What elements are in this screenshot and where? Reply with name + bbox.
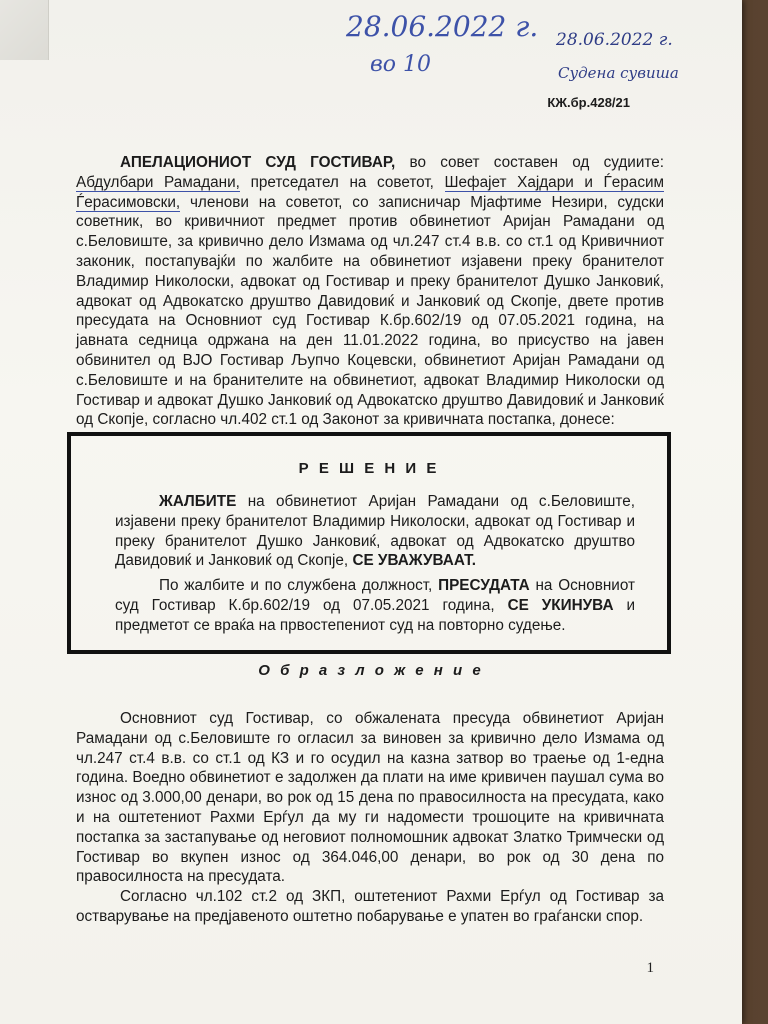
explanation-title: О б р а з л о ж е н и е [258, 662, 484, 679]
handwritten-date-right: 28.06.2022 г. [556, 30, 673, 50]
handwritten-time: во 10 [370, 52, 432, 77]
intro-text-1: во совет составен од судиите: [409, 154, 664, 171]
handwritten-date-top: 28.06.2022 г. [346, 10, 539, 43]
explanation-paragraph-2 [76, 887, 664, 927]
decision-p2-text-2: на Основниот суд Гостивар К.бр.602/19 од 07.05.2021 година, [115, 577, 636, 614]
explanation-p2-text: Согласно чл.102 ст.2 од ЗКП, оштетениот Рахми Ерѓул од Гостивар за остварување на предјавеното оштетно побарување е упатен во граѓански спор. [76, 888, 664, 925]
explanation-p1-text: Основниот суд Гостивар, со обжалената пресуда обвинетиот Аријан Рамадани од с.Беловиште го огласил за виновен за кривично дело Измама од чл.247 ст.4 в.в. со ст.1 од КЗ и го осудил на казна затвор во траење од 1-една година. Воедно обвинетиот е задолжен да плати на име кривичен паушал сума во износ од 3.000,00 денари, во рок од 15 дена по правосилноста на пресудата, како и на оштетениот Рахми Ерѓул да му ги надомести трошоците на кривичната постапка за застапување од неговиот полномошник адвокат Златко Тримчески од Гостивар во вкупен износ од 364.046,00 денари, во рок од 30 дена по правосилноста на пресудата. [76, 710, 664, 886]
explanation-paragraph-1 [76, 709, 664, 887]
council-members: Шефајет Хајдари и Ѓерасим Ѓерасимовски, [76, 173, 665, 211]
court-name: АПЕЛАЦИОНИОТ СУД ГОСТИВАР, [120, 154, 396, 171]
decision-title: Р Е Ш Е Н И Е [298, 460, 440, 477]
decision-p2-text-1: По жалбите и по службена должност, [159, 577, 433, 594]
decision-p2-text-3: и предметот се враќа на првостепениот суд на повторно судење. [115, 596, 636, 634]
decision-box [67, 432, 671, 654]
intro-text-3: членови на советот, со записничар Мјафтиме Незири, судски советник, во кривичниот предмет против обвинетиот Аријан Рамадани од с.Беловиште, за кривично дело Измама од чл.247 ст.4 в.в. со ст.1 од Кривичниот законик, постапувајќи по жалбите на обвинетиот изјавени преку бранителот Владимир Николоски, адвокат од Гостивар и преку бранителот Душко Јанковиќ, адвокат од Адвокатско друштво Давидовиќ и Јанковиќ од Скопје, двете против пресудата на Основниот суд Гостивар К.бр.602/19 од 07.05.2021 година, на јавната седница одржана на ден 11.01.2022 година, во присуство на јавен обвинител од ВЈО Гостивар Љупчо Коцевски, обвинетиот Аријан Рамадани од с.Беловиште и на бранителите на обвинетиот, адвокат Владимир Николоски од Гостивар и адвокат Душко Јанковиќ од Адвокатско друштво Давидовиќ и Јанковиќ од Скопје, согласно чл.402 ст.1 од Законот за кривичната постапка, донесе: [76, 193, 664, 429]
presiding-judge: Абдулбари Рамадани, [76, 173, 240, 191]
paper-corner [0, 0, 49, 60]
verdict-label: ПРЕСУДАТА [438, 577, 530, 594]
handwritten-signature: Судена сувиша [558, 64, 679, 82]
intro-text-2: претседател на советот, [250, 173, 434, 191]
appeals-accepted: СЕ УВАЖУВААТ. [352, 552, 476, 570]
page-number: 1 [646, 960, 654, 976]
decision-paragraph-1 [115, 492, 635, 571]
case-number: КЖ.бр.428/21 [547, 95, 630, 110]
decision-p1-text: на обвинетиот Аријан Рамадани од с.Беловиште, изјавени преку бранителот Владимир Николоски, адвокат од Гостивар и преку бранителот Душко Јанковиќ, адвокат од Адвокатско друштво Давидовиќ и Јанковиќ од Скопје, [115, 493, 635, 570]
verdict-annulled: СЕ УКИНУВА [507, 596, 614, 614]
appeals-label: ЖАЛБИТЕ [159, 493, 237, 510]
decision-paragraph-2 [115, 576, 635, 635]
intro-paragraph [76, 153, 664, 430]
